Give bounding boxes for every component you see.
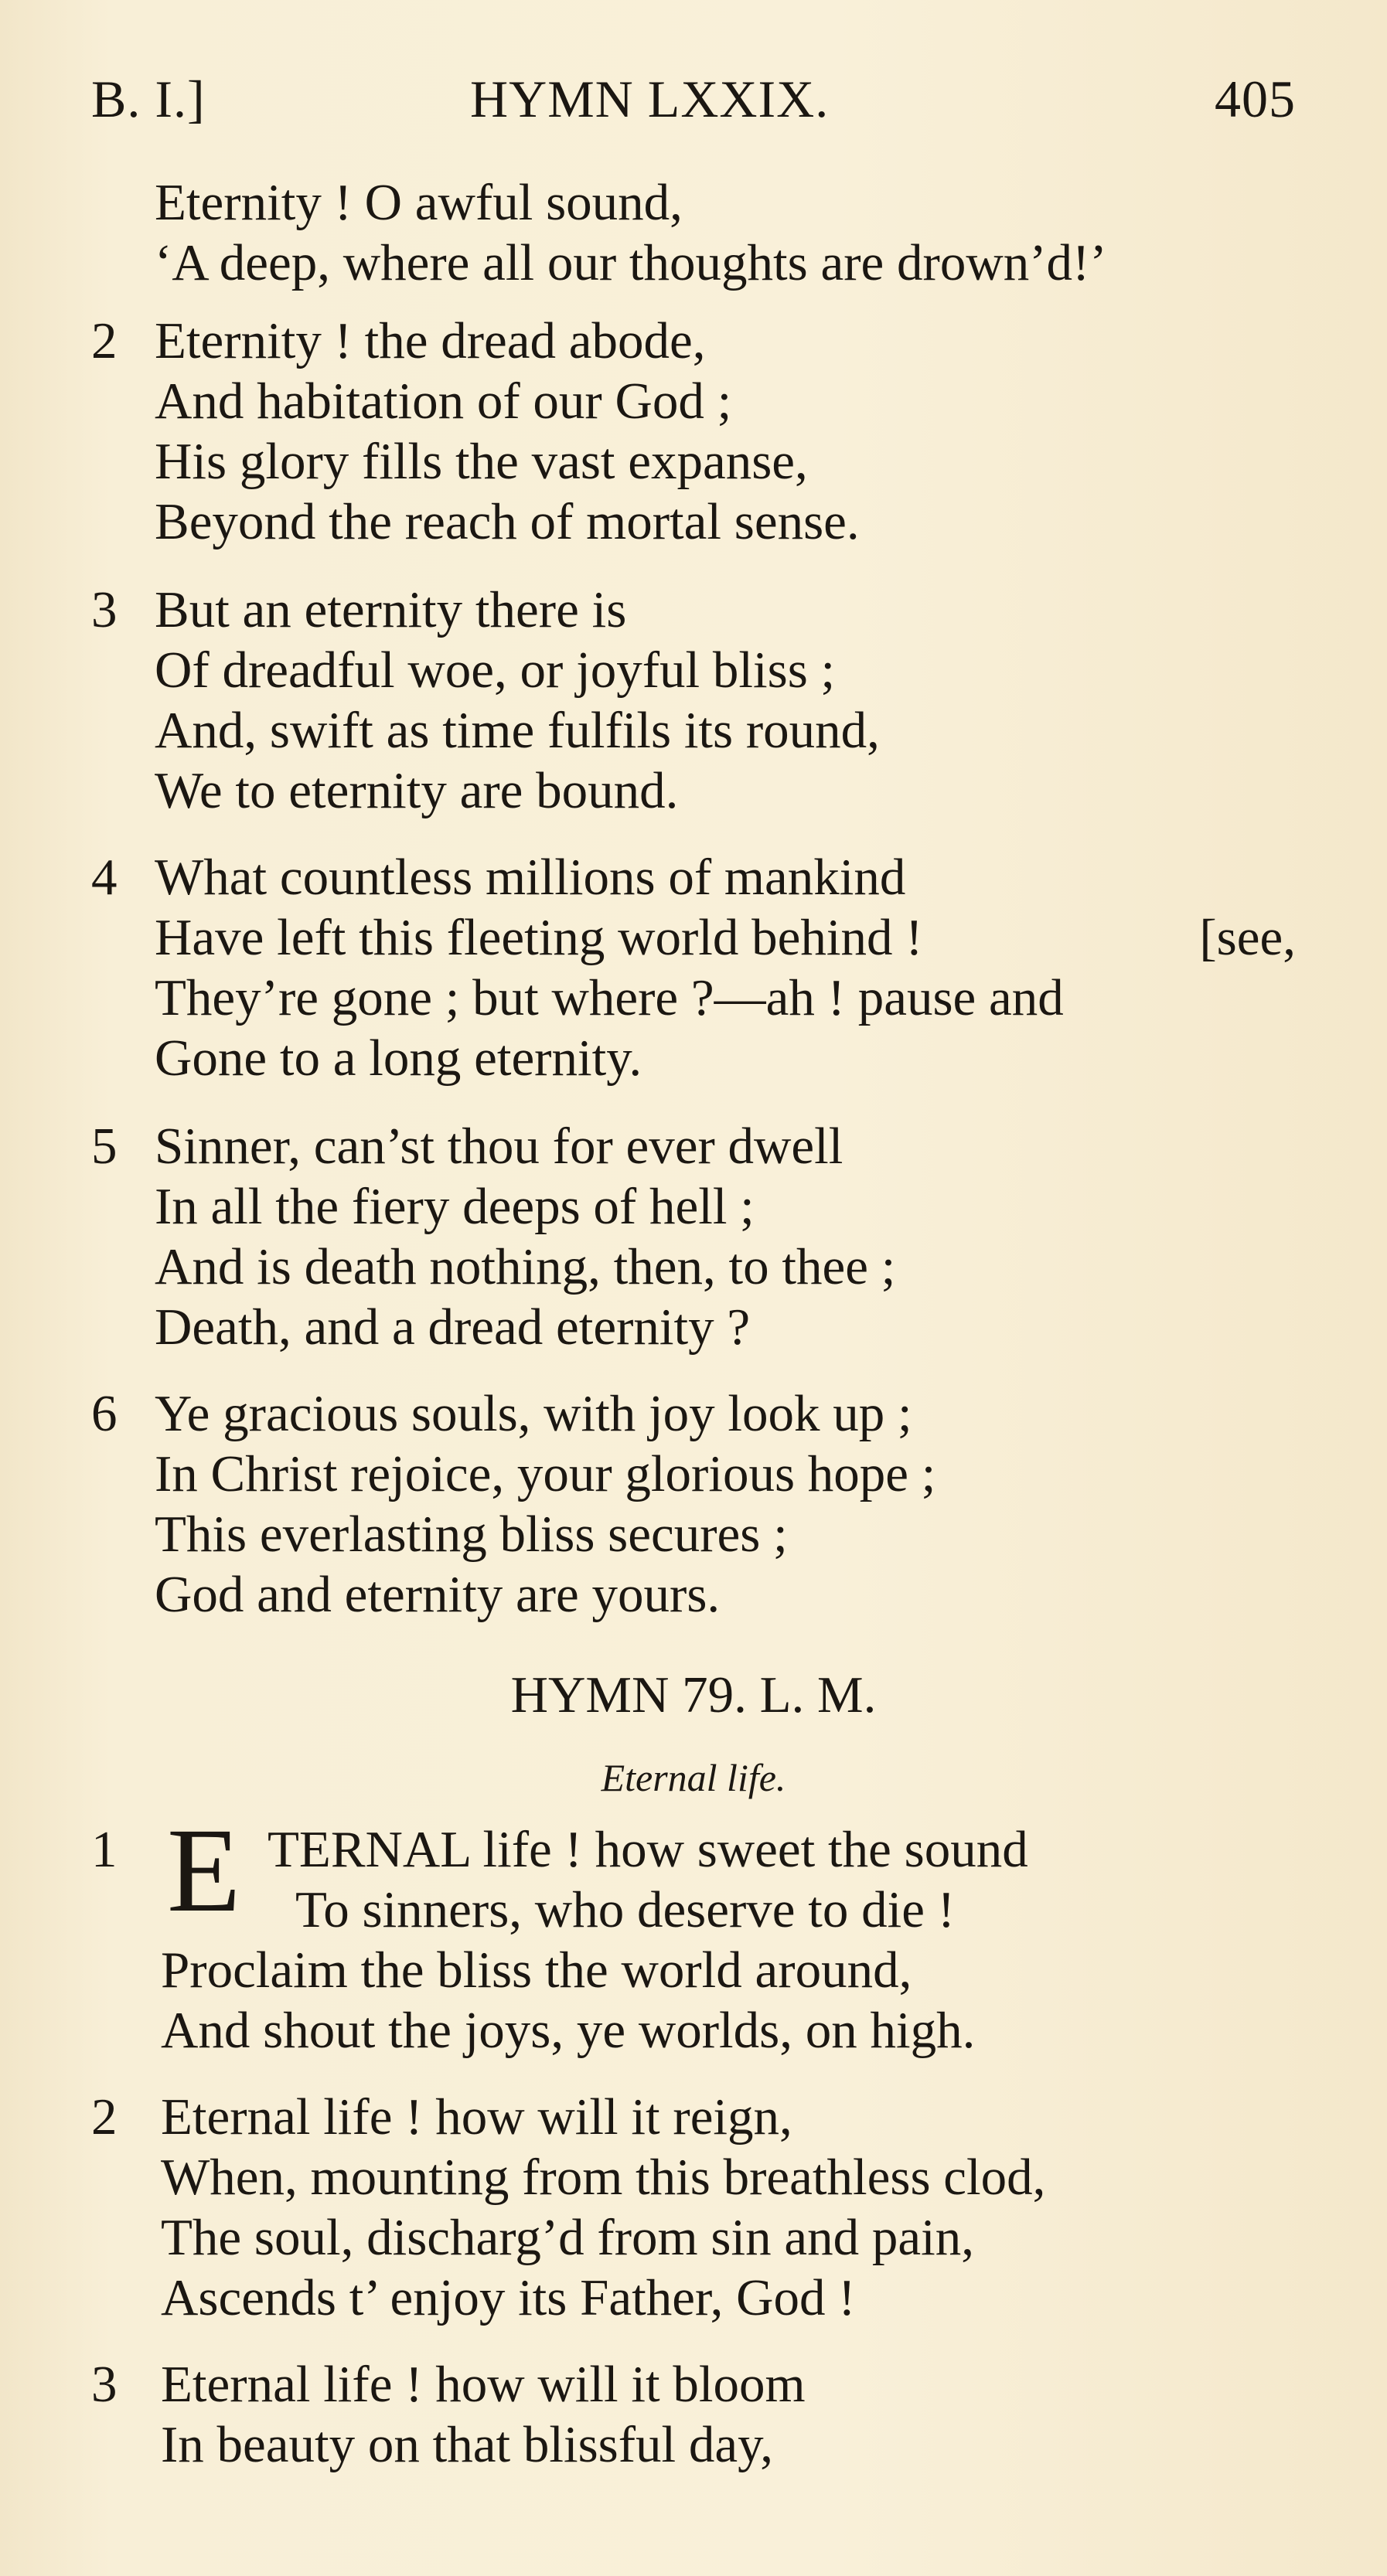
running-header [91,68,1296,130]
hymn-line: They’re gone ; but where ?—ah ! pause and [155,969,1064,1026]
hymn-heading: HYMN 79. L. M. [510,1666,877,1724]
hymn-subheading: Eternal life. [601,1756,786,1799]
verse-number: 4 [91,849,118,906]
hymn-line: God and eternity are yours. [155,1566,721,1623]
hymn-line: Ascends t’ enjoy its Father, God ! [161,2269,856,2326]
hymn-line: And, swift as time fulfils its round, [155,702,880,759]
book-marker: B. I.] [91,70,206,128]
hymn-line: In all the fiery deeps of hell ; [155,1178,755,1235]
hymn-line: We to eternity are bound. [155,762,679,819]
page-number: 405 [1215,70,1296,128]
hymn-line: Proclaim the bliss the world around, [161,1941,912,1999]
hymn-line: This everlasting bliss secures ; [155,1506,788,1563]
hymn-line: Eternity ! O awful sound, [155,174,683,231]
hymn-line: Of dreadful woe, or joyful bliss ; [155,641,836,699]
verse-number: 2 [91,2088,118,2146]
running-title: HYMN LXXIX. [470,70,830,128]
hymn-line: And habitation of our God ; [155,373,732,430]
hymn-line: In Christ rejoice, your glorious hope ; [155,1445,936,1502]
hymn-line: Gone to a long eternity. [155,1029,642,1087]
hymn-line: Death, and a dread eternity ? [155,1298,751,1356]
hymn-line: Sinner, can’st thou for ever dwell [155,1118,843,1175]
hymn-line: When, mounting from this breathless clod, [161,2149,1046,2206]
verse-number: 6 [91,1385,118,1442]
hymn-line: The soul, discharg’d from sin and pain, [161,2209,974,2266]
verse-number: 3 [91,2356,118,2413]
hymn-line: Beyond the reach of mortal sense. [155,493,860,550]
turnover-word: [see, [1199,909,1296,966]
hymn-line: In beauty on that blissful day, [161,2416,774,2473]
hymn-line: Eternity ! the dread abode, [155,312,706,369]
hymn-line: Eternal life ! how will it bloom [161,2356,806,2413]
hymn-line: Ye gracious souls, with joy look up ; [155,1385,912,1442]
hymn-line: And shout the joys, ye worlds, on high. [161,2002,976,2059]
hymn-line: What countless millions of mankind [155,849,906,906]
hymn-line: TERNAL life ! how sweet the sound [268,1821,1028,1878]
hymn-line: And is death nothing, then, to thee ; [155,1238,896,1295]
hymn-line: But an eternity there is [155,581,627,638]
hymn-line: To sinners, who deserve to die ! [295,1881,956,1938]
hymn-line: Eternal life ! how will it reign, [161,2088,792,2146]
hymn-line: ‘A deep, where all our thoughts are drown’d!’ [155,234,1107,291]
verse-number: 1 [91,1821,118,1878]
hymn-line: His glory fills the vast expanse, [155,433,808,490]
verse-number: 3 [91,581,118,638]
drop-cap: E [167,1803,241,1937]
verse-number: 2 [91,312,118,369]
hymn-line: Have left this fleeting world behind ! [155,909,923,966]
verse-number: 5 [91,1118,118,1175]
